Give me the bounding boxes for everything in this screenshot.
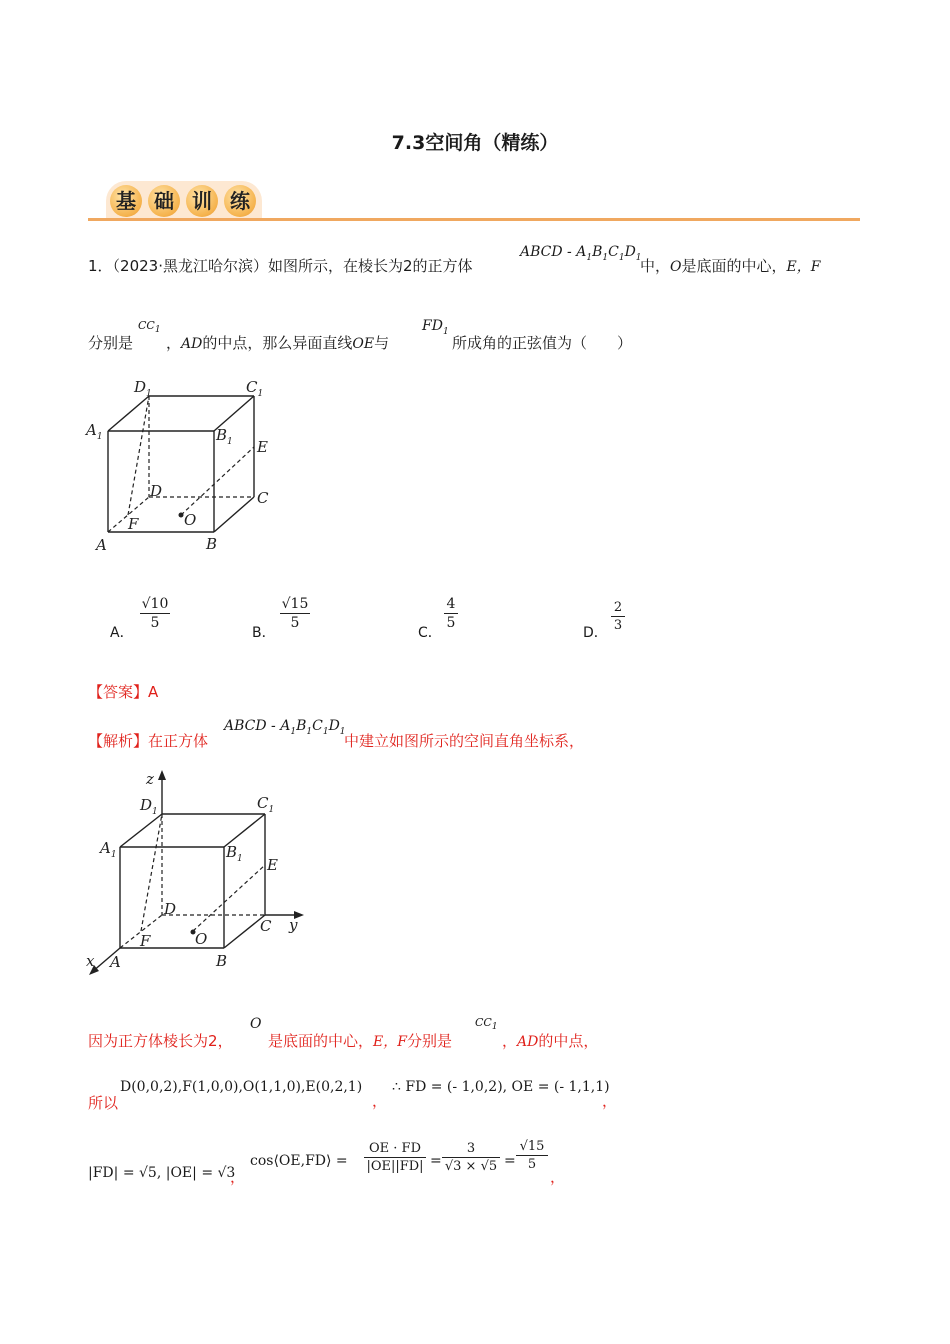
label-o: O: [195, 930, 208, 948]
option-a-value: [140, 596, 170, 631]
cube-name-a: ABCD - A: [520, 244, 587, 260]
option-c-den: 5: [446, 615, 456, 631]
option-d-label[interactable]: D．: [583, 625, 608, 641]
analysis-line-b: [344, 730, 584, 752]
label-d1: $D_1$: [140, 796, 158, 817]
sub: 1: [586, 252, 593, 263]
banner-char: 练: [224, 185, 256, 217]
cc1: CC: [475, 1016, 492, 1029]
option-b-num: √15: [281, 596, 309, 612]
q1-edge: 2: [403, 257, 413, 275]
option-c-label[interactable]: C．: [418, 625, 442, 641]
q1-point-o: O: [670, 259, 682, 275]
explain-cos-lhs: cos⟨OE,FD⟩ =: [250, 1153, 348, 1169]
banner-char: 训: [186, 185, 218, 217]
explain-text: 是底面的中心，: [268, 1032, 374, 1050]
cube-name-b: B: [296, 718, 307, 734]
explain-norms: |FD| = √5, |OE| = √3: [88, 1165, 236, 1181]
question-1-line-2c: [452, 332, 632, 354]
frac2-num: 3: [466, 1141, 476, 1156]
label-a: A: [96, 536, 107, 554]
label-b1: $B_1$: [216, 426, 233, 447]
axis-x-label: x: [86, 952, 95, 970]
cube-axes-figure: [84, 768, 314, 978]
explain-text: 的中点，: [538, 1032, 599, 1050]
explain-comma3: ，: [230, 1168, 246, 1186]
option-a-label[interactable]: A．: [110, 625, 134, 641]
explain-text: ，: [502, 1032, 518, 1050]
q1-text: 所成角的正弦值为（ ）: [452, 334, 633, 352]
explain-cc1: [475, 1016, 498, 1032]
q1-text: 的中点，那么异面直线: [202, 334, 353, 352]
cos-den: |OE||FD|: [366, 1159, 424, 1174]
option-c-num: 4: [446, 596, 456, 612]
option-c-value: [444, 596, 458, 631]
question-1-line-1: [88, 255, 473, 277]
explain-text: ，: [217, 1032, 233, 1050]
explain-eq2: =: [504, 1153, 516, 1169]
axis-y-label: y: [289, 916, 298, 934]
answer-tag: 【答案】: [88, 683, 149, 701]
sub: 1: [491, 1022, 498, 1033]
point-o-dot: [179, 513, 184, 518]
label-e: E: [267, 856, 278, 874]
analysis-text: 中建立如图所示的空间直角坐标系，: [344, 732, 585, 750]
sub: 1: [290, 726, 297, 737]
frac3-num: √15: [519, 1139, 545, 1154]
label-b: B: [216, 952, 228, 970]
option-d-value: [611, 600, 625, 633]
explain-so: 所以: [88, 1094, 119, 1112]
analysis-text: 在正方体: [148, 732, 209, 750]
option-a-den: 5: [150, 615, 160, 631]
explain-line-1a: [88, 1030, 233, 1052]
sub: 1: [442, 326, 449, 337]
frac2-den: √3 × √5: [444, 1159, 498, 1174]
sub: 1: [306, 726, 313, 737]
cube-figure: [84, 372, 284, 562]
section-banner: [106, 181, 262, 221]
explain-comma2: ，: [602, 1092, 618, 1110]
sub: 1: [322, 726, 329, 737]
cube-name-b: B: [592, 244, 603, 260]
sub: 1: [602, 252, 609, 263]
cube-name-c: C: [312, 718, 323, 734]
sub: 1: [339, 726, 346, 737]
label-o: O: [184, 511, 197, 529]
axis-z-label: z: [146, 770, 154, 788]
explain-cos-frac: [364, 1141, 426, 1174]
label-d1: $D_1$: [134, 378, 152, 399]
q1-intro-b: 的正方体: [412, 257, 473, 275]
fd1: FD: [422, 318, 443, 334]
label-c: C: [260, 917, 272, 935]
q1-intro: 1．（2023·黑龙江哈尔滨）如图所示，在棱长为: [88, 257, 403, 275]
cos-num: OE · FD: [369, 1141, 421, 1156]
explain-coords: D(0,0,2),F(1,0,0),O(1,1,0),E(0,2,1): [120, 1079, 363, 1095]
label-e: E: [257, 438, 268, 456]
cc1: CC: [138, 319, 155, 332]
option-b-label[interactable]: B．: [252, 625, 276, 641]
label-d: D: [150, 482, 163, 500]
label-d: D: [164, 900, 177, 918]
banner-char: 础: [148, 185, 180, 217]
label-a1: $A_1$: [100, 839, 117, 860]
explain-line-1c: [502, 1030, 598, 1053]
explain-frac2: [442, 1141, 500, 1174]
explain-frac3: [516, 1139, 548, 1172]
label-b1: $B_1$: [226, 843, 243, 864]
label-c1: $C_1$: [257, 794, 275, 815]
cube-name-a: ABCD - A: [224, 718, 291, 734]
q1-ad: AD: [181, 336, 203, 352]
label-b: B: [206, 535, 218, 553]
explain-text: 分别是: [406, 1032, 452, 1050]
question-1-line-2b: [166, 332, 389, 355]
page-title: 7.3空间角（精练）: [391, 132, 559, 154]
label-a1: $A_1$: [86, 421, 103, 442]
q1-cube-name: [520, 244, 642, 263]
analysis-line-a: [88, 730, 208, 752]
q1-oe: OE: [352, 336, 375, 352]
explain-text: 因为正方体棱长为: [88, 1032, 209, 1050]
analysis-cube-name: [224, 718, 346, 737]
explain-vectors: ∴ FD = (- 1,0,2), OE = (- 1,1,1): [392, 1079, 610, 1095]
q1-text: 是底面的中心，: [681, 257, 787, 275]
sub: 1: [618, 252, 625, 263]
sub: 1: [154, 325, 161, 336]
question-1-line-2a: [88, 332, 133, 354]
label-f: F: [128, 515, 139, 533]
explain-eq1: =: [430, 1153, 442, 1169]
frac3-den: 5: [527, 1157, 537, 1172]
answer-line: [88, 681, 158, 703]
q1-text: ，: [166, 334, 182, 352]
cube-name-d: D: [624, 244, 636, 260]
cube-name-c: C: [608, 244, 619, 260]
cube-name-d: D: [328, 718, 340, 734]
answer-value: A: [148, 683, 159, 701]
explain-comma4: ，: [550, 1168, 566, 1186]
explain-edge: 2: [208, 1032, 218, 1050]
explain-ad: AD: [517, 1034, 539, 1050]
option-a-num: √10: [141, 596, 169, 612]
label-c: C: [257, 489, 269, 507]
q1-text: 与: [374, 334, 390, 352]
label-c1: $C_1$: [246, 378, 264, 399]
option-d-num: 2: [613, 600, 623, 615]
banner-char: 基: [110, 185, 142, 217]
explain-line-1b: [268, 1030, 452, 1053]
q1-text: 中，: [640, 257, 671, 275]
analysis-tag: 【解析】: [88, 732, 149, 750]
option-b-value: [280, 596, 310, 631]
sub: 1: [635, 252, 642, 263]
q1-cc1: [138, 319, 161, 335]
question-1-line-1-end: [640, 255, 820, 278]
section-divider: [88, 218, 860, 221]
option-d-den: 3: [613, 618, 623, 633]
explain-comma: ，: [372, 1092, 388, 1110]
label-a: A: [110, 953, 121, 971]
q1-fd1: [422, 318, 449, 337]
explain-ef: E，F: [373, 1034, 407, 1050]
label-f: F: [140, 932, 151, 950]
q1-text: 分别是: [88, 334, 134, 352]
option-b-den: 5: [290, 615, 300, 631]
q1-points-ef: E，F: [786, 259, 821, 275]
explain-o: O: [250, 1016, 262, 1032]
